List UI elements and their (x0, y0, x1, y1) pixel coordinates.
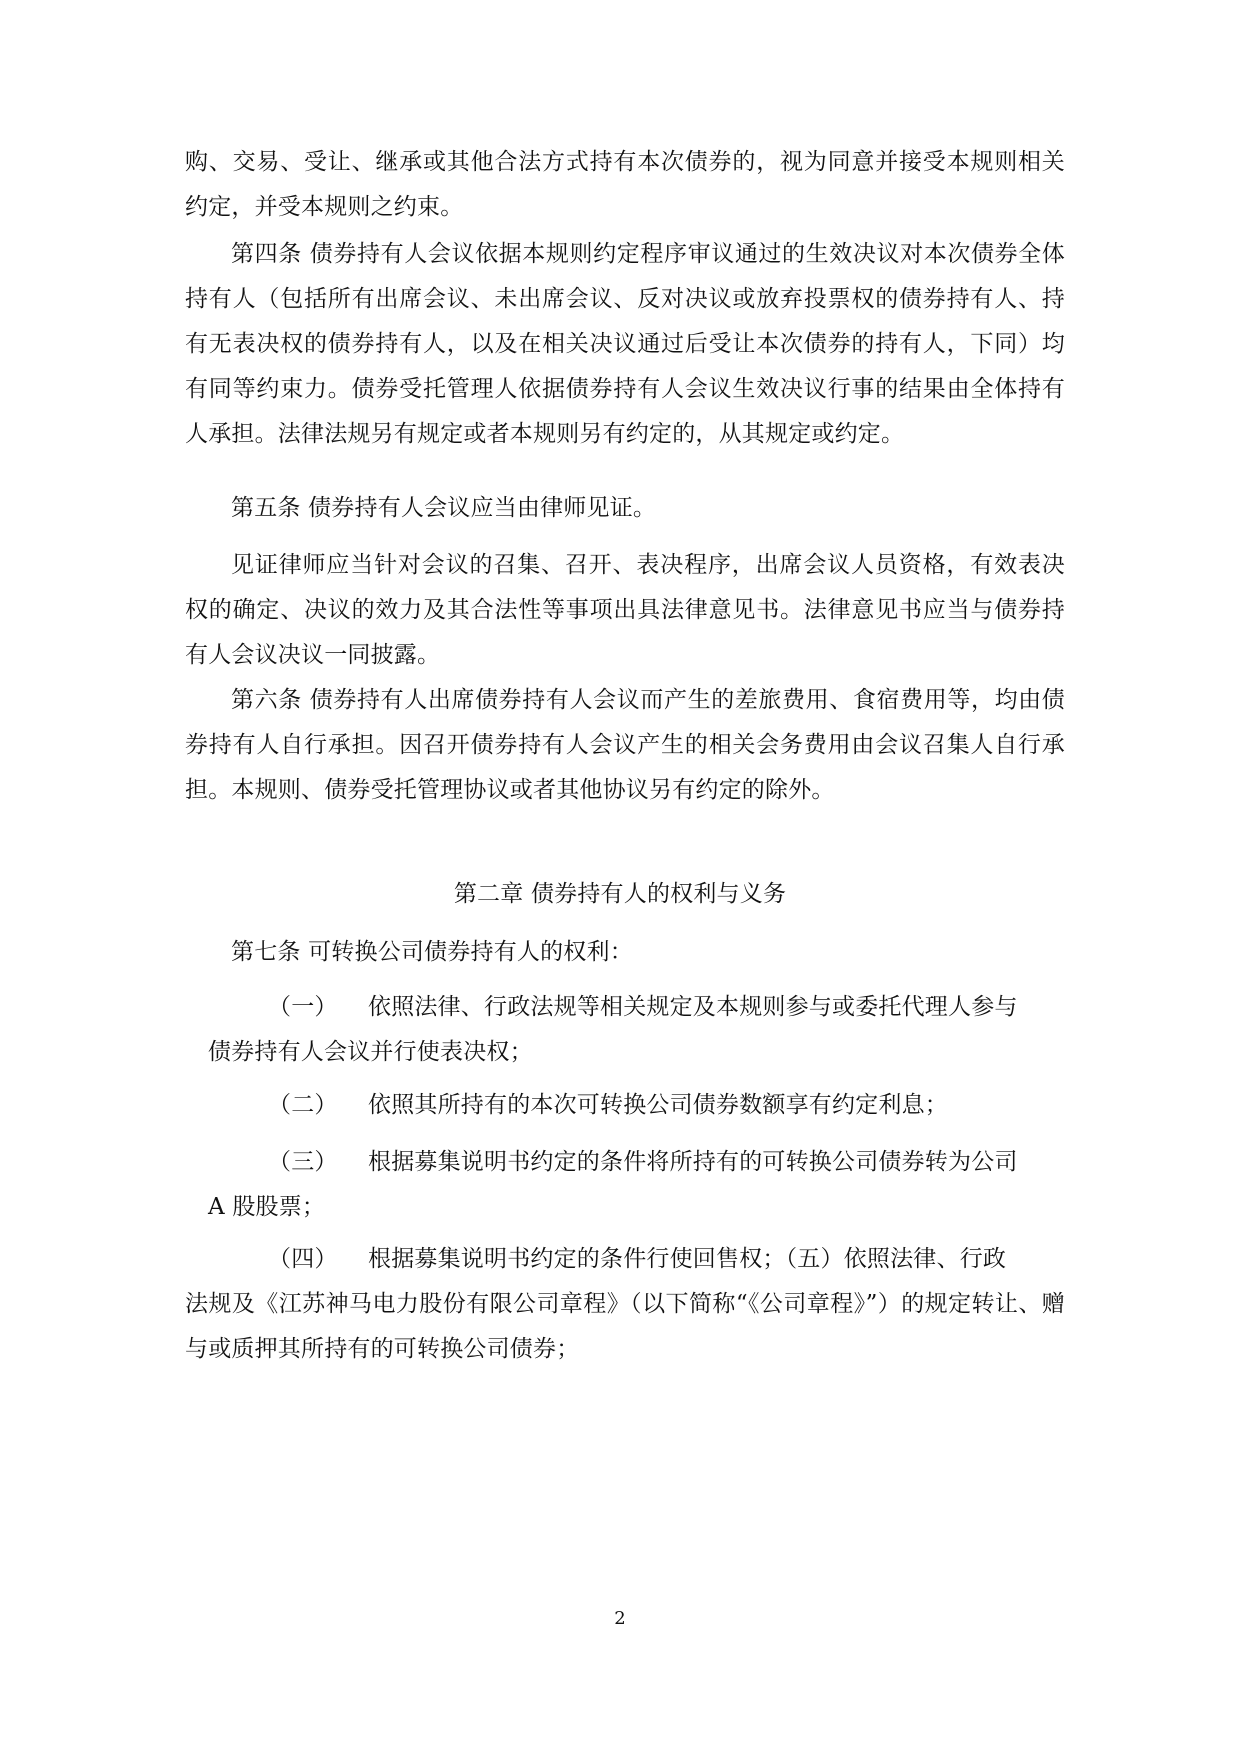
paragraph-article-6: 第六条 债券持有人出席债券持有人会议而产生的差旅费用、食宿费用等，均由债券持有人自行承担。因召开债券持有人会议产生的相关会务费用由会议召集人自行承担。本规则、债券受托管理协议或者其他协议另有约定的除外。 (185, 687, 1065, 803)
list-item-text: 依照其所持有的本次可转换公司债券数额享有约定利息； (368, 1092, 948, 1118)
paragraph-article-4: 第四条 债券持有人会议依据本规则约定程序审议通过的生效决议对本次债券全体持有人（包括所有出席会议、未出席会议、反对决议或放弃投票权的债券持有人、持有无表决权的债券持有人，以及在相关决议通过后受让本次债券的持有人，下同）均有同等约束力。债券受托管理人依据债券持有人会议生效决议行事的结果由全体持有人承担。法律法规另有规定或者本规则另有约定的，从其规定或约定。 (185, 241, 1065, 447)
list-item (208, 1083, 1065, 1128)
list-item-text: 根据募集说明书约定的条件将所持有的可转换公司债券转为公司 (368, 1149, 1018, 1175)
list-item-number: （三） (268, 1149, 338, 1175)
paragraph-article-5-detail: 见证律师应当针对会议的召集、召开、表决程序，出席会议人员资格，有效表决权的确定、决议的效力及其合法性等事项出具法律意见书。法律意见书应当与债券持有人会议决议一同披露。 (185, 552, 1065, 668)
list-item-text-continued: 法规及《江苏神马电力股份有限公司章程》（以下简称“《公司章程》”）的规定转让、赠与或质押其所持有的可转换公司债券； (185, 1291, 1065, 1362)
list-item-text-continued: 债券持有人会议并行使表决权； (208, 1039, 533, 1065)
list-item (208, 1140, 1065, 1230)
list-item-number: （四） (268, 1246, 338, 1272)
paragraph-article-5: 第五条 债券持有人会议应当由律师见证。 (231, 495, 657, 521)
list-item (185, 1237, 1065, 1372)
list-item (208, 985, 1065, 1075)
page-number: 2 (614, 1608, 626, 1629)
list-item-number: （二） (268, 1092, 338, 1118)
list-item-text-continued: A 股股票； (208, 1194, 326, 1220)
article-7-title: 第七条 可转换公司债券持有人的权利： (231, 939, 633, 965)
chapter-heading: 第二章 债券持有人的权利与义务 (453, 881, 787, 907)
list-item-text: 根据募集说明书约定的条件行使回售权；（五）依照法律、行政 (368, 1246, 1007, 1272)
paragraph-continuation: 购、交易、受让、继承或其他合法方式持有本次债券的，视为同意并接受本规则相关约定，并受本规则之约束。 (185, 149, 1065, 220)
list-item-number: （一） (268, 994, 338, 1020)
list-item-text: 依照法律、行政法规等相关规定及本规则参与或委托代理人参与 (368, 994, 1018, 1020)
